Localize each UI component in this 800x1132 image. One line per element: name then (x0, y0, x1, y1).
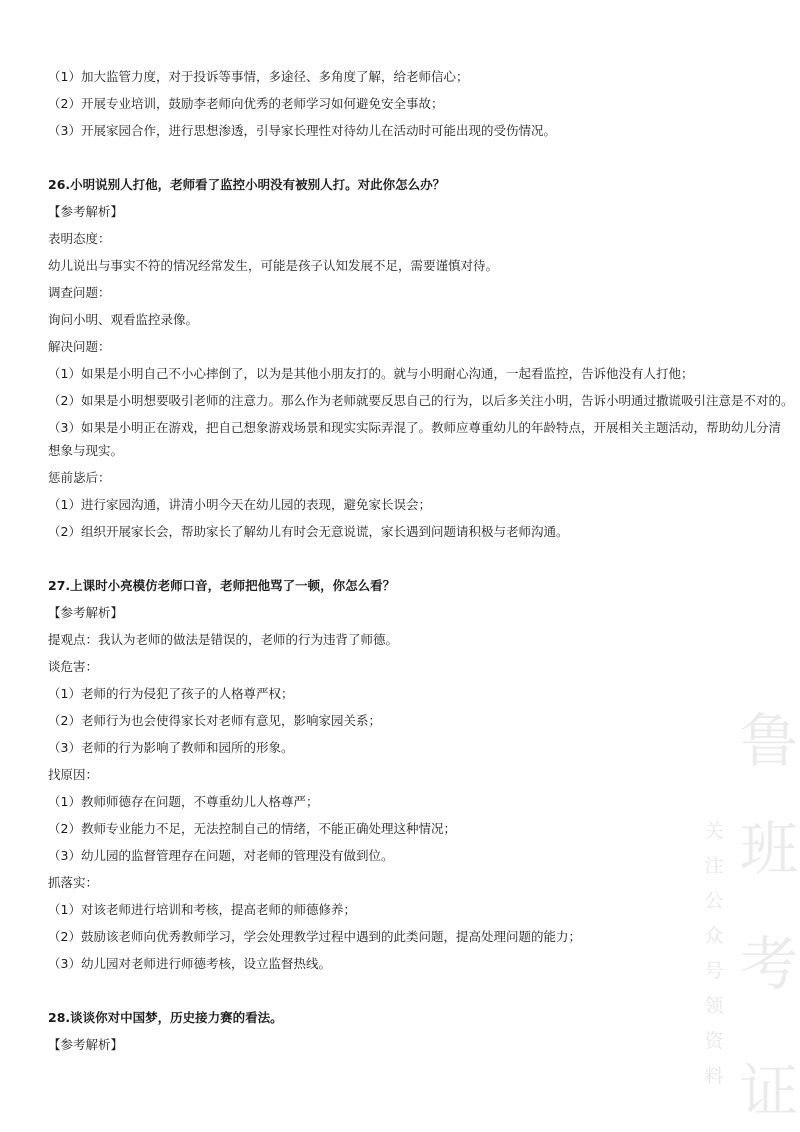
answer-line: 询问小明、观看监控录像。 (48, 312, 199, 327)
watermark-char: 领 (704, 995, 724, 1017)
answer-line: （2）开展专业培训，鼓励李老师向优秀的老师学习如何避免安全事故； (48, 96, 444, 111)
answer-line: （3）幼儿园对老师进行师德考核，设立监督热线。 (48, 956, 331, 971)
question-28-title: 28.谈谈你对中国梦，历史接力赛的看法。 (48, 1010, 283, 1025)
section-heading: 谈危害： (48, 659, 99, 674)
watermark-char: 注 (704, 855, 724, 877)
section-heading: 惩前毖后： (48, 470, 111, 485)
answer-line: （3）如果是小明正在游戏，把自己想象游戏场景和现实实际弄混了。教师应尊重幼儿的年龄特点，开展相关主题活动，帮助幼儿分清 (48, 420, 781, 435)
answer-line: （3）老师的行为影响了教师和园所的形象。 (48, 740, 294, 755)
question-26-title: 26.小明说别人打他，老师看了监控小明没有被别人打。对此你怎么办？ (48, 177, 446, 192)
reference-analysis-label: 【参考解析】 (48, 605, 124, 620)
watermark-char: 公 (704, 890, 724, 912)
watermark-char: 班 (739, 815, 798, 883)
section-heading: 抓落实： (48, 875, 99, 890)
watermark-char: 证 (739, 1057, 798, 1125)
watermark-char: 号 (704, 960, 724, 982)
watermark-char: 关 (704, 820, 724, 842)
answer-line: （1）教师师德存在问题，不尊重幼儿人格尊严； (48, 794, 319, 809)
answer-line: （2）如果是小明想要吸引老师的注意力。那么作为老师就要反思自己的行为，以后多关注小明，告诉小明通过撒谎吸引注意是不对的。 (48, 393, 794, 408)
watermark-char: 资 (704, 1030, 724, 1052)
watermark-char: 鲁 (739, 707, 798, 775)
answer-line: （3）开展家园合作，进行思想渗透，引导家长理性对待幼儿在活动时可能出现的受伤情况。 (48, 123, 556, 138)
watermark-char: 料 (704, 1065, 724, 1087)
section-heading: 找原因： (48, 767, 99, 782)
section-heading: 表明态度： (48, 231, 111, 246)
answer-line: （2）教师专业能力不足，无法控制自己的情绪，不能正确处理这种情况； (48, 821, 456, 836)
answer-line: （2）鼓励该老师向优秀教师学习，学会处理教学过程中遇到的此类问题，提高处理问题的能力； (48, 929, 581, 944)
answer-line: （1）对该老师进行培训和考核，提高老师的师德修养； (48, 902, 356, 917)
section-heading: 调查问题： (48, 285, 111, 300)
watermark-char: 考 (739, 930, 798, 998)
answer-line: 想象与现实。 (48, 443, 124, 458)
answer-line: （1）加大监管力度，对于投诉等事情，多途径、多角度了解，给老师信心； (48, 69, 469, 84)
section-heading: 解决问题： (48, 339, 111, 354)
answer-line: （2）老师行为也会使得家长对老师有意见，影响家园关系； (48, 713, 381, 728)
answer-line: （1）进行家园沟通，讲清小明今天在幼儿园的表现，避免家长误会； (48, 497, 431, 512)
reference-analysis-label: 【参考解析】 (48, 1037, 124, 1052)
answer-line: （1）老师的行为侵犯了孩子的人格尊严权； (48, 686, 294, 701)
answer-line: 提观点：我认为老师的做法是错误的，老师的行为违背了师德。 (48, 632, 399, 647)
question-27-title: 27.上课时小亮模仿老师口音，老师把他骂了一顿，你怎么看？ (48, 578, 396, 593)
reference-analysis-label: 【参考解析】 (48, 204, 124, 219)
answer-line: （3）幼儿园的监督管理存在问题，对老师的管理没有做到位。 (48, 848, 394, 863)
answer-line: （1）如果是小明自己不小心摔倒了，以为是其他小朋友打的。就与小明耐心沟通，一起看监控，告诉他没有人打他； (48, 366, 694, 381)
watermark-char: 众 (704, 925, 724, 947)
answer-line: （2）组织开展家长会，帮助家长了解幼儿有时会无意说谎，家长遇到问题请积极与老师沟通。 (48, 524, 569, 539)
answer-line: 幼儿说出与事实不符的情况经常发生，可能是孩子认知发展不足，需要谨慎对待。 (48, 258, 499, 273)
